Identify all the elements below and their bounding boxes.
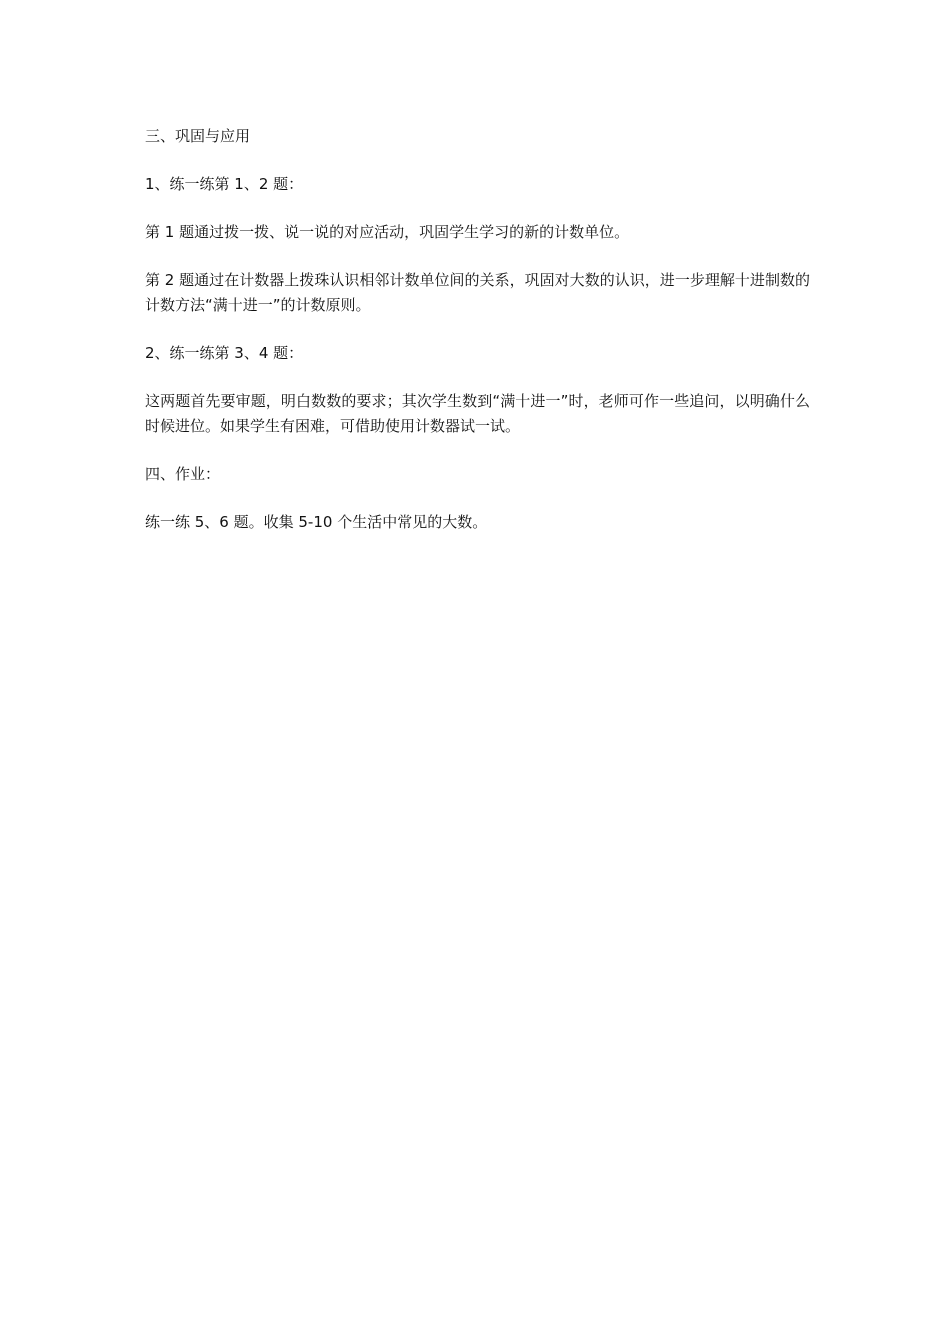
exercise-heading-1: 1、练一练第 1、2 题： bbox=[145, 175, 304, 193]
document-body bbox=[145, 124, 810, 558]
exercise-heading-2: 2、练一练第 3、4 题： bbox=[145, 344, 304, 362]
homework-text: 练一练 5、6 题。收集 5-10 个生活中常见的大数。 bbox=[145, 513, 488, 531]
section-heading-consolidation: 三、巩固与应用 bbox=[145, 127, 251, 145]
exercise-note-1: 第 1 题通过拨一拨、说一说的对应活动，巩固学生学习的新的计数单位。 bbox=[145, 223, 630, 241]
exercise-note-3: 这两题首先要审题，明白数数的要求；其次学生数到“满十进一”时，老师可作一些追问，以明确什么时候进位。如果学生有困难，可借助使用计数器试一试。 bbox=[145, 392, 810, 435]
section-heading-homework: 四、作业： bbox=[145, 465, 221, 483]
exercise-note-2: 第 2 题通过在计数器上拨珠认识相邻计数单位间的关系，巩固对大数的认识，进一步理解十进制数的计数方法“满十进一”的计数原则。 bbox=[145, 271, 810, 314]
